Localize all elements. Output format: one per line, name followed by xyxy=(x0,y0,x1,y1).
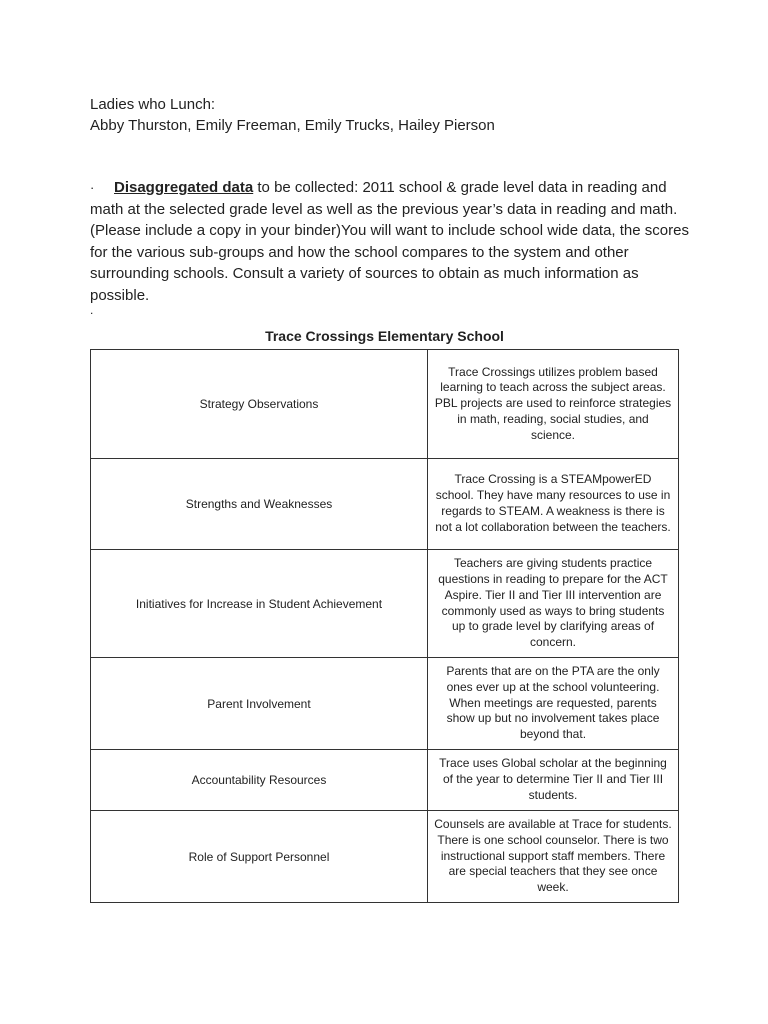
table-row xyxy=(91,350,679,459)
team-name: Ladies who Lunch: xyxy=(90,96,216,113)
table-row xyxy=(91,658,679,750)
table-title: Trace Crossings Elementary School xyxy=(265,328,504,344)
row-label: Accountability Resources xyxy=(91,750,428,811)
bullet-marker: · xyxy=(90,180,95,195)
table-row xyxy=(91,750,679,811)
table-row xyxy=(91,550,679,658)
team-members: Abby Thurston, Emily Freeman, Emily Trucks, Hailey Pierson xyxy=(90,117,495,134)
row-label: Strategy Observations xyxy=(91,350,428,459)
disaggregated-data-heading: Disaggregated data xyxy=(114,179,254,196)
row-value: Trace uses Global scholar at the beginning of the year to determine Tier II and Tier III students. xyxy=(428,750,679,811)
trailing-dot: . xyxy=(90,303,94,317)
table-row xyxy=(91,811,679,903)
row-value: Parents that are on the PTA are the only ones ever up at the school volunteering. When meetings are requested, parents show up but no involvement takes place beyond that. xyxy=(428,658,679,750)
row-label: Initiatives for Increase in Student Achievement xyxy=(91,550,428,658)
row-value: Trace Crossings utilizes problem based learning to teach across the subject areas. PBL projects are used to reinforce strategies in math, reading, social studies, and science. xyxy=(428,350,679,459)
row-label: Role of Support Personnel xyxy=(91,811,428,903)
team-header xyxy=(90,94,495,136)
instructions-paragraph xyxy=(90,177,690,306)
instructions-text: to be collected: 2011 school & grade level data in reading and math at the selected grade level as well as the previous year’s data in reading and math. (Please include a copy in your binder)You will want to include school wide data, the scores for the various sub-groups and how the school compares to the system and other surrounding schools. Consult a variety of sources to obtain as much information as possible. xyxy=(90,179,689,304)
row-label: Parent Involvement xyxy=(91,658,428,750)
row-value: Trace Crossing is a STEAMpowerED school. They have many resources to use in regards to STEAM. A weakness is there is not a lot collaboration between the teachers. xyxy=(428,459,679,550)
row-value: Teachers are giving students practice questions in reading to prepare for the ACT Aspire. Tier II and Tier III intervention are commonly used as ways to bring students up to grade level by clarifying areas of concern. xyxy=(428,550,679,658)
row-label: Strengths and Weaknesses xyxy=(91,459,428,550)
table-row xyxy=(91,459,679,550)
school-data-table xyxy=(90,349,679,903)
row-value: Counsels are available at Trace for students. There is one school counselor. There is two instructional support staff members. There are special teachers that they see once week. xyxy=(428,811,679,903)
